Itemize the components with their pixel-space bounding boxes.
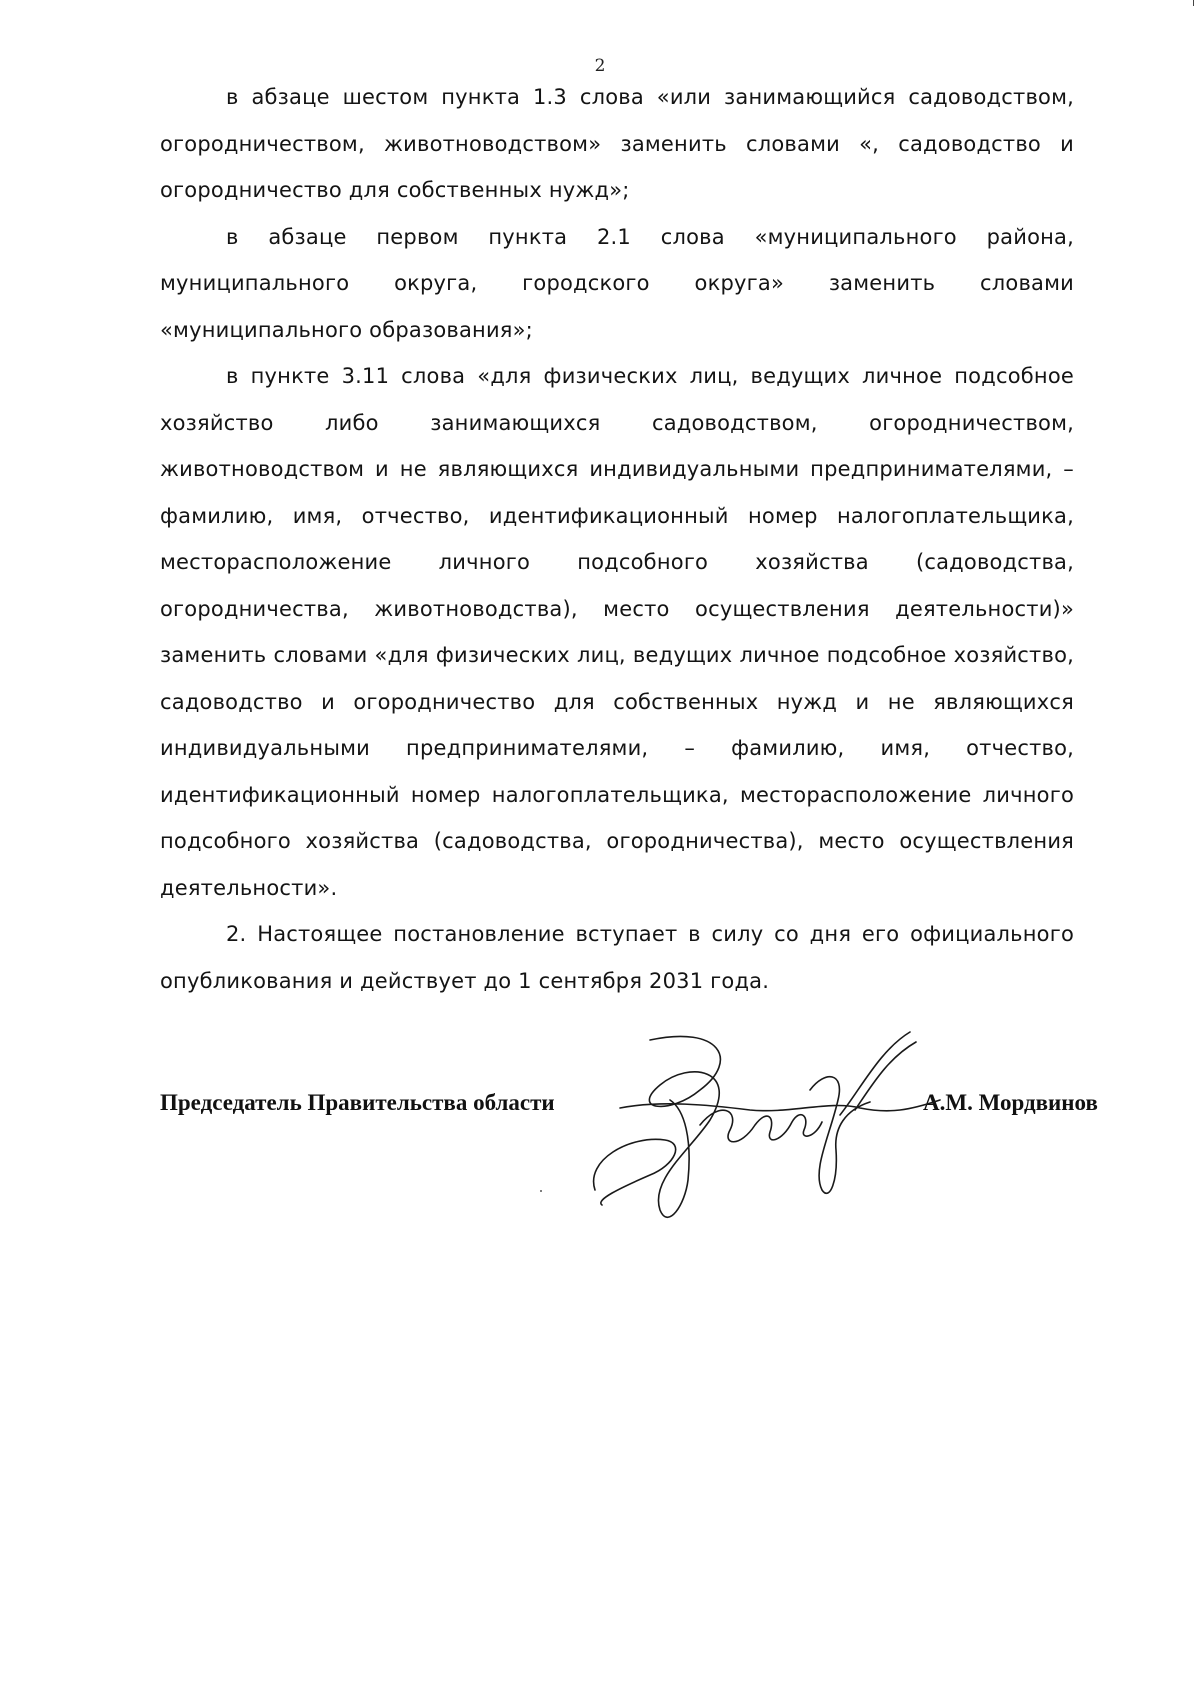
scan-corner-mark — [1193, 0, 1194, 6]
handwritten-signature — [590, 1030, 950, 1240]
paragraph-amendment-1-3: в абзаце шестом пункта 1.3 слова «или занимающийся садоводством, огородничеством, животноводством» заменить словами «, садоводство и огородничество для собственных нужд»; — [160, 85, 1074, 202]
document-body — [160, 74, 1074, 1004]
scan-artifact-dot — [540, 1190, 542, 1192]
paragraph-amendment-3-11: в пункте 3.11 слова «для физических лиц, ведущих личное подсобное хозяйство либо занимающихся садоводством, огородничеством, животноводством и не являющихся индивидуальными предпринимателями, – фамилию, имя, отчество, идентификационный номер налогоплательщика, месторасположение личного подсобного хозяйства (садоводства, огородничества, животноводства), место осуществления деятельности)» заменить словами «для физических лиц, ведущих личное подсобное хозяйство, садоводство и огородничество для собственных нужд и не являющихся индивидуальными предпринимателями, – фамилию, имя, отчество, идентификационный номер налогоплательщика, месторасположение личного подсобного хозяйства (садоводства, огородничества), место осуществления деятельности». — [160, 364, 1074, 900]
signer-name: А.М. Мордвинов — [923, 1090, 1098, 1115]
paragraph-effective-date: 2. Настоящее постановление вступает в силу со дня его официального опубликования и действует до 1 сентября 2031 года. — [160, 922, 1074, 993]
page-number: 2 — [594, 56, 606, 76]
paragraph-amendment-2-1: в абзаце первом пункта 2.1 слова «муниципального района, муниципального округа, городского округа» заменить словами «муниципального образования»; — [160, 224, 1074, 342]
signer-position: Председатель Правительства области — [160, 1090, 555, 1115]
